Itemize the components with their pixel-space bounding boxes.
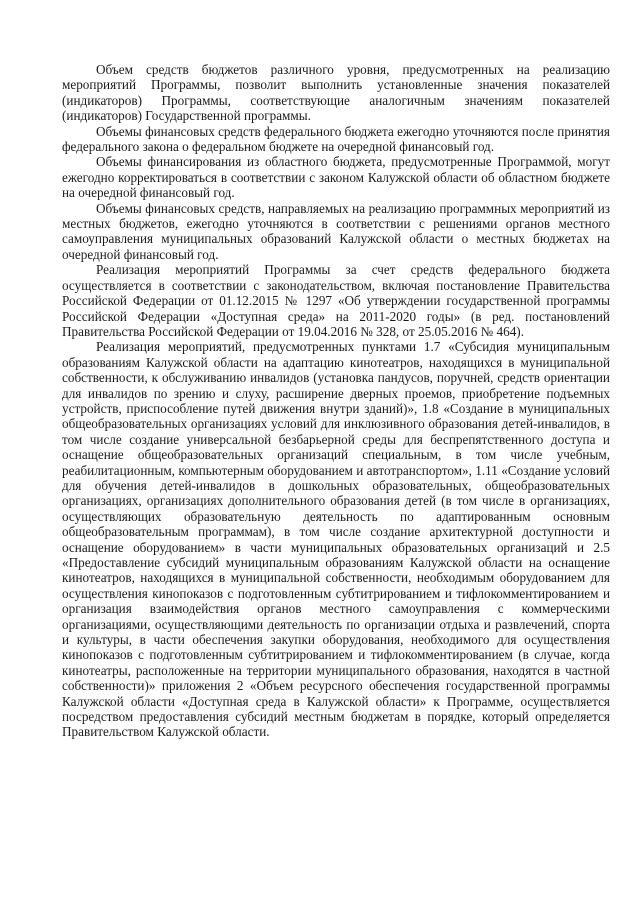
document-page <box>62 62 610 740</box>
paragraph-1: Объем средств бюджетов различного уровня, предусмотренных на реализацию мероприятий Программы, позволит выполнить установленные значения показателей (индикаторов) Программы, соответствующие аналогичным значениям показателей (индикаторов) Государственной программы. <box>62 62 610 124</box>
paragraph-2: Объемы финансовых средств федерального бюджета ежегодно уточняются после принятия федерального закона о федеральном бюджете на очередной финансовый год. <box>62 123 610 155</box>
paragraph-4: Объемы финансовых средств, направляемых на реализацию программных мероприятий из местных бюджетов, ежегодно уточняются в соответствии с решениями органов местного самоуправления муниципальных образований Калужской области о местных бюджетах на очередной финансовый год. <box>62 200 610 262</box>
paragraph-6: Реализация мероприятий, предусмотренных пунктами 1.7 «Субсидия муниципальным образованиям Калужской области на адаптацию кинотеатров, находящихся в муниципальной собственности, к обслуживанию инвалидов (установка пандусов, поручней, средств ориентации для инвалидов по зрению и слуху, расширение дверных проемов, приобретение подъемных устройств, приспособление путей движения внутри зданий)», 1.8 «Создание в муниципальных общеобразовательных организациях условий для инклюзивного образования детей-инвалидов, в том числе создание универсальной безбарьерной среды для беспрепятственного доступа и оснащение общеобразовательных организаций специальным, в том числе учебным, реабилитационным, компьютерным оборудованием и автотранспортом», 1.11 «Создание условий для обучения детей-инвалидов в дошкольных образовательных, общеобразовательных организациях, организациях дополнительного образования детей (в том числе в организациях, осуществляющих образовательную деятельность по адаптированным основным общеобразовательным программам), в том числе создание архитектурной доступности и оснащение оборудованием» в части муниципальных образовательных организаций и 2.5 «Предоставление субсидий муниципальным образованиям Калужской области на оснащение кинотеатров, находящихся в муниципальной собственности, необходимым оборудованием для осуществления кинопоказов с подготовленным субтитрированием и тифлокомментированием и организация взаимодействия органов местного самоуправления с коммерческими организациями, осуществляющими деятельность по организации отдыха и развлечений, спорта и культуры, в части обеспечения закупки оборудования, необходимого для осуществления кинопоказов с подготовленным субтитрированием и тифлокомментированием (в случае, когда кинотеатры, расположенные на территории муниципального образования, находятся в частной собственности)» приложения 2 «Объем ресурсного обеспечения государственной программы Калужской области «Доступная среда в Калужской области» к Программе, осуществляется посредством предоставления субсидий местным бюджетам в порядке, который определяется Правительством Калужской области. <box>62 339 610 740</box>
paragraph-5: Реализация мероприятий Программы за счет средств федерального бюджета осуществляется в соответствии с законодательством, включая постановление Правительства Российской Федерации от 01.12.2015 № 1297 «Об утверждении государственной программы Российской Федерации «Доступная среда» на 2011-2020 годы» (в ред. постановлений Правительства Российской Федерации от 19.04.2016 № 328, от 25.05.2016 № 464). <box>62 262 610 339</box>
paragraph-3: Объемы финансирования из областного бюджета, предусмотренные Программой, могут ежегодно корректироваться в соответствии с законом Калужской области об областном бюджете на очередной финансовый год. <box>62 154 610 201</box>
